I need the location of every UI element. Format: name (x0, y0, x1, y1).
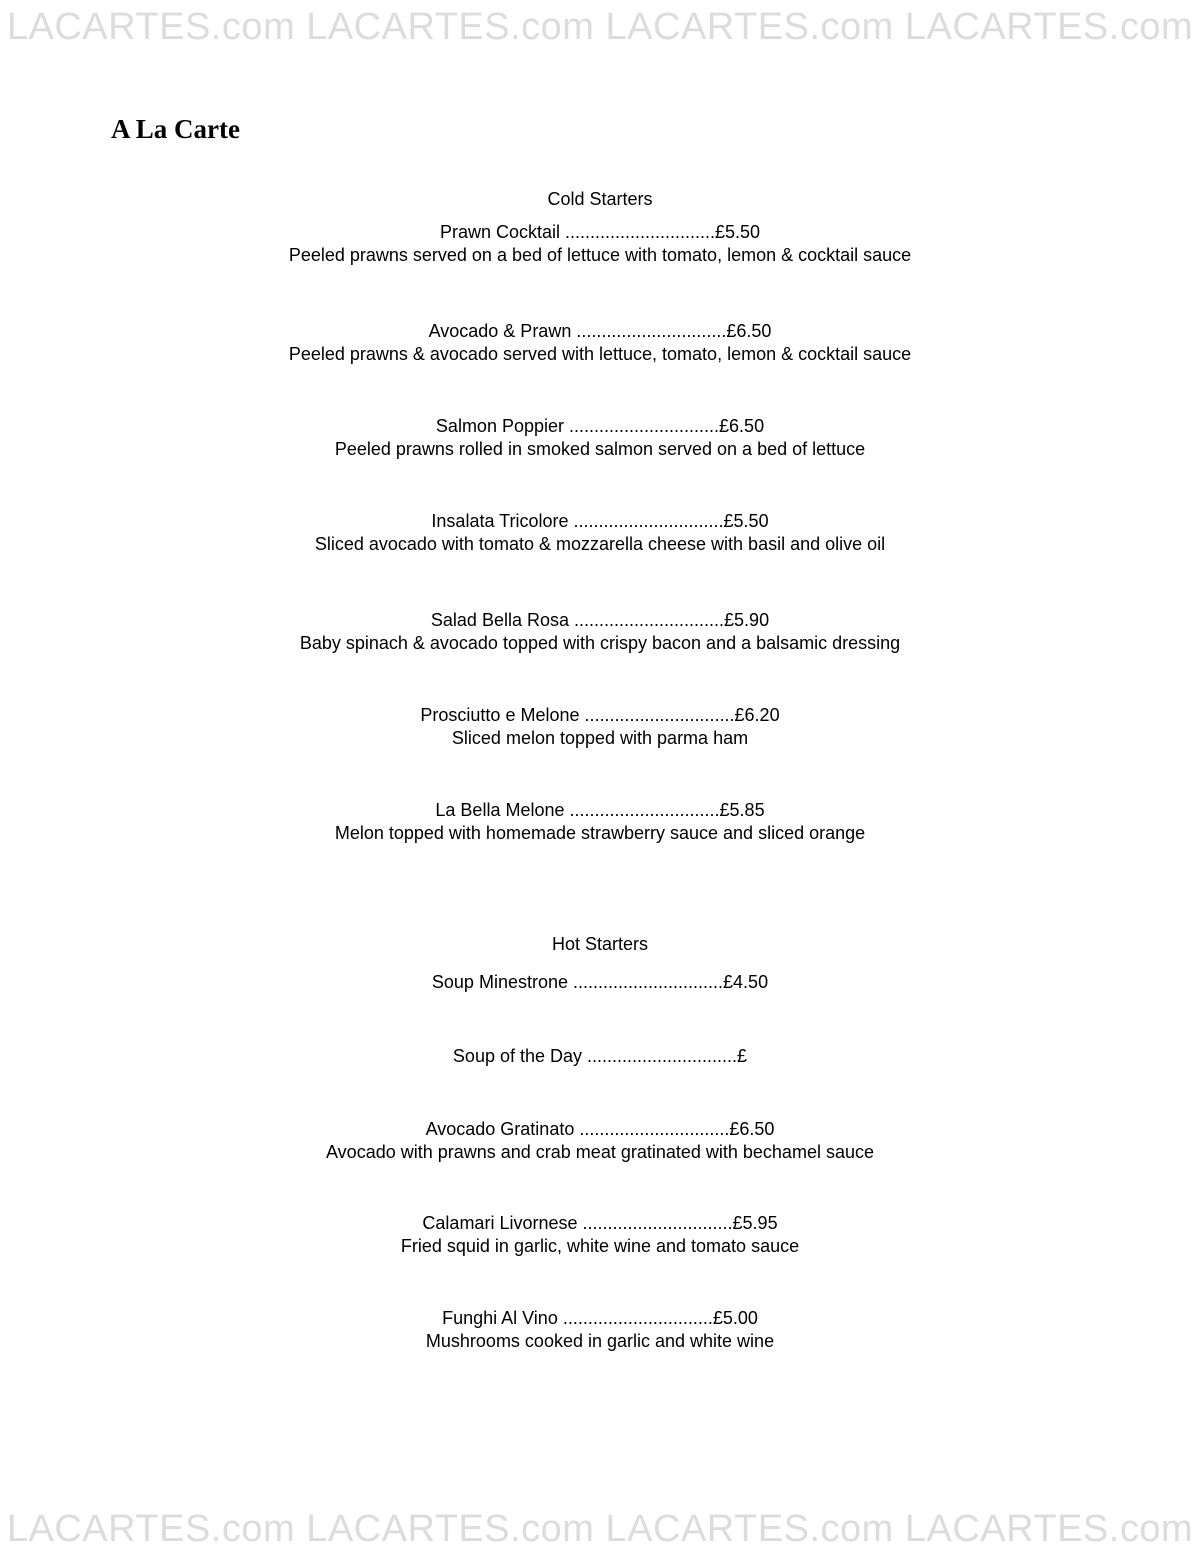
menu-item-salad-bella-rosa (0, 609, 1200, 631)
item-description: Baby spinach & avocado topped with crispy bacon and a balsamic dressing (299, 633, 901, 653)
dot-leader: .............................. (557, 1308, 713, 1328)
item-description: Melon topped with homemade strawberry sauce and sliced orange (334, 823, 866, 843)
item-description: Mushrooms cooked in garlic and white wine (425, 1331, 775, 1351)
menu-item-soup-minestrone (0, 971, 1200, 993)
item-description: Peeled prawns served on a bed of lettuce with tomato, lemon & cocktail sauce (288, 245, 912, 265)
menu-item-salmon-poppier (0, 415, 1200, 437)
section-heading-cold-starters: Cold Starters (547, 189, 653, 209)
item-price: £5.85 (719, 800, 765, 820)
watermark-top: LACARTES.com LACARTES.com LACARTES.com LACARTES.com (6, 6, 1194, 48)
item-description: Avocado with prawns and crab meat gratinated with bechamel sauce (326, 1142, 874, 1162)
item-name: Insalata Tricolore (431, 511, 569, 531)
item-price: £5.50 (723, 511, 769, 531)
dot-leader: .............................. (559, 222, 716, 242)
dot-leader: .............................. (569, 610, 725, 630)
item-price: £5.90 (724, 610, 770, 630)
item-price: £4.50 (723, 972, 769, 992)
item-name: Funghi Al Vino (442, 1308, 558, 1328)
item-name: Prawn Cocktail (439, 222, 560, 242)
menu-item-calamari-livornese (0, 1212, 1200, 1234)
dot-leader: .............................. (577, 1213, 733, 1233)
dot-leader: .............................. (564, 800, 720, 820)
item-description: Peeled prawns rolled in smoked salmon served on a bed of lettuce (334, 439, 866, 459)
item-name: Calamari Livornese (422, 1213, 578, 1233)
item-price: £5.95 (732, 1213, 778, 1233)
menu-item-avocado-prawn (0, 320, 1200, 342)
menu-item-funghi-al-vino (0, 1307, 1200, 1329)
item-description: Peeled prawns & avocado served with lettuce, tomato, lemon & cocktail sauce (288, 344, 912, 364)
dot-leader: .............................. (582, 1046, 738, 1066)
item-price: £6.50 (729, 1119, 775, 1139)
item-name: La Bella Melone (435, 800, 565, 820)
dot-leader: .............................. (564, 416, 720, 436)
item-description: Sliced avocado with tomato & mozzarella cheese with basil and olive oil (314, 534, 886, 554)
item-price: £5.00 (712, 1308, 758, 1328)
menu-item-soup-of-the-day (0, 1045, 1200, 1067)
page-title: A La Carte (111, 114, 240, 144)
dot-leader: .............................. (579, 705, 735, 725)
dot-leader: .............................. (574, 1119, 730, 1139)
item-name: Prosciutto e Melone (420, 705, 580, 725)
dot-leader: .............................. (571, 321, 727, 341)
item-price: £6.50 (719, 416, 765, 436)
item-price: £ (737, 1046, 748, 1066)
dot-leader: .............................. (568, 511, 724, 531)
dot-leader: .............................. (568, 972, 724, 992)
item-description: Fried squid in garlic, white wine and tomato sauce (400, 1236, 800, 1256)
item-description: Sliced melon topped with parma ham (451, 728, 749, 748)
item-name: Soup Minestrone (431, 972, 568, 992)
item-name: Avocado & Prawn (428, 321, 572, 341)
menu-item-la-bella-melone (0, 799, 1200, 821)
section-heading-hot-starters: Hot Starters (551, 934, 649, 954)
item-name: Avocado Gratinato (425, 1119, 575, 1139)
menu-item-insalata-tricolore (0, 510, 1200, 532)
item-price: £5.50 (715, 222, 761, 242)
item-name: Salmon Poppier (435, 416, 564, 436)
watermark-bottom: LACARTES.com LACARTES.com LACARTES.com LACARTES.com (6, 1508, 1194, 1550)
menu-item-avocado-gratinato (0, 1118, 1200, 1140)
item-price: £6.50 (726, 321, 772, 341)
menu-item-prosciutto-e-melone (0, 704, 1200, 726)
menu-item-prawn-cocktail (0, 221, 1200, 243)
item-name: Salad Bella Rosa (430, 610, 569, 630)
item-price: £6.20 (734, 705, 780, 725)
item-name: Soup of the Day (452, 1046, 583, 1066)
